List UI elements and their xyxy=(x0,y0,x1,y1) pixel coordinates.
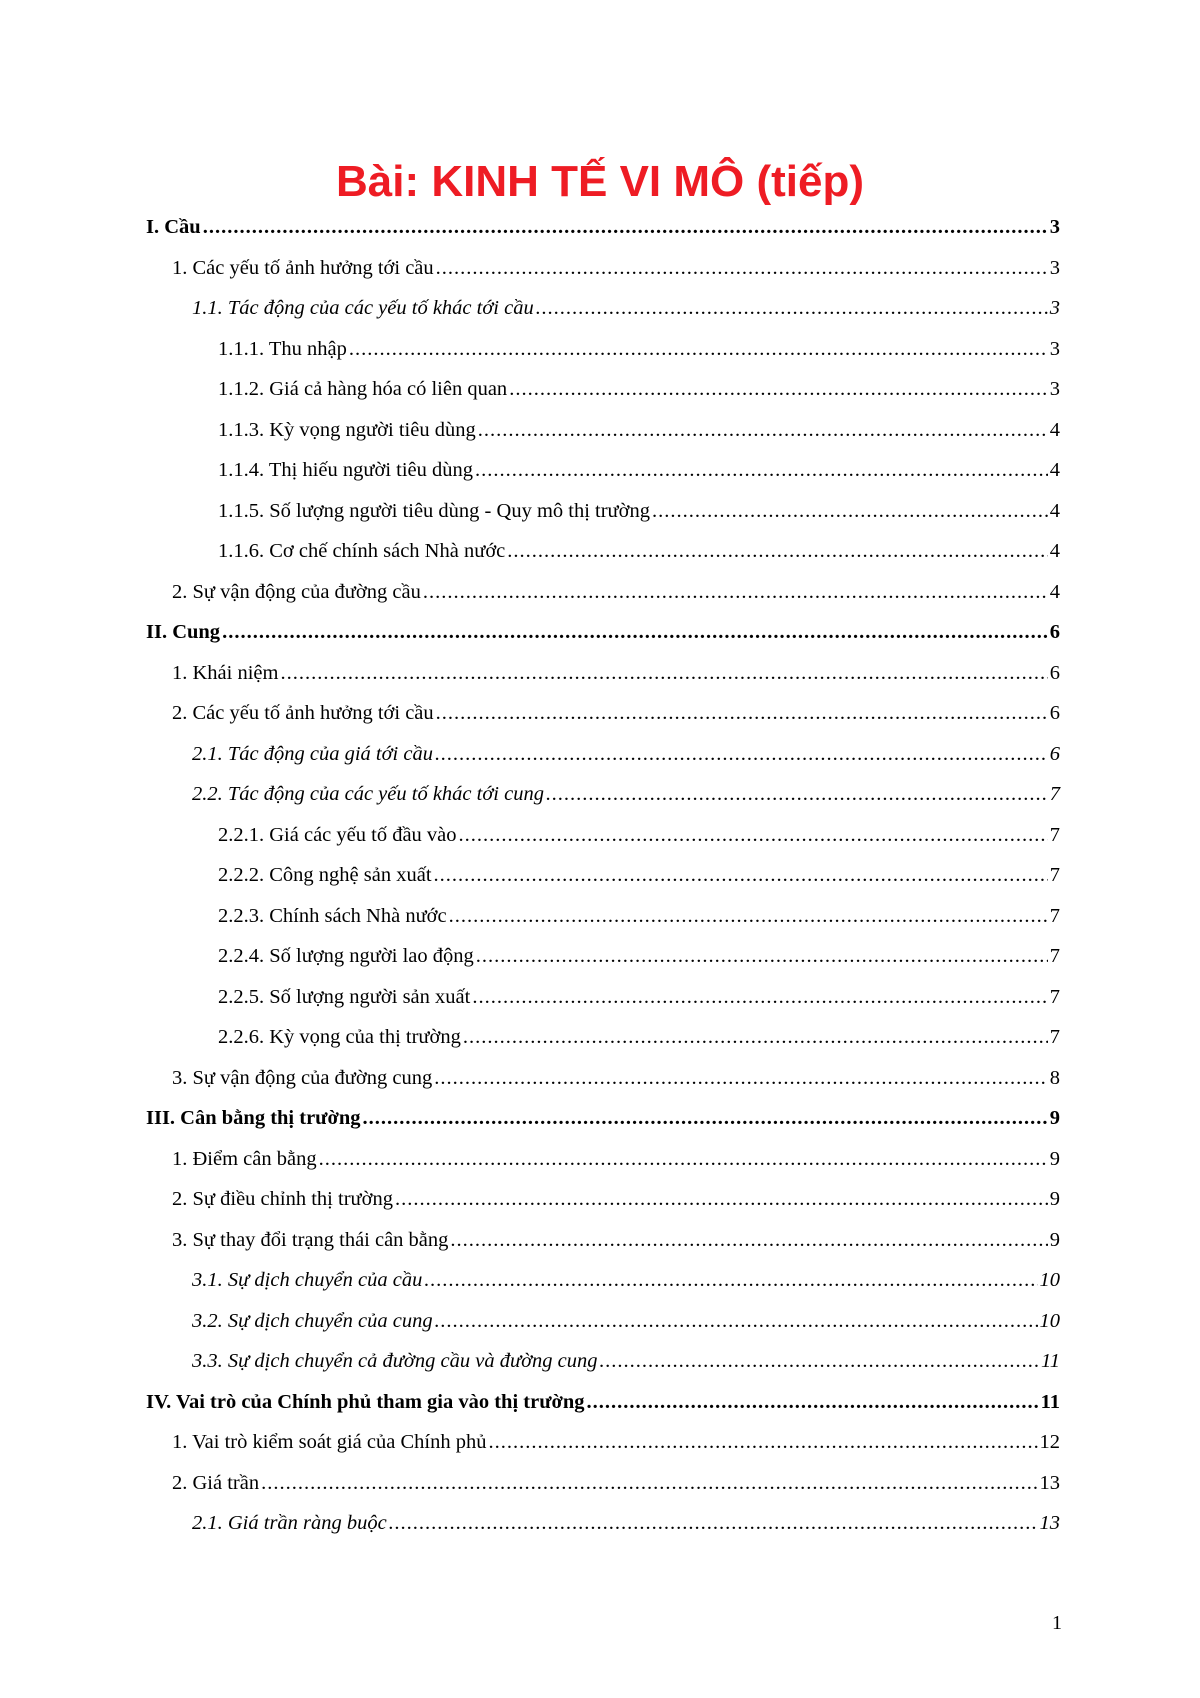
dot-leader xyxy=(546,783,1048,804)
toc-entry-label: 2.2.2. Công nghệ sản xuất xyxy=(218,864,432,886)
toc-entry[interactable] xyxy=(146,257,1060,298)
toc-entry[interactable] xyxy=(146,1431,1060,1472)
toc-entry-page: 9 xyxy=(1049,1107,1060,1129)
toc-entry[interactable] xyxy=(146,702,1060,743)
toc-entry-label: 2.2.4. Số lượng người lao động xyxy=(218,945,474,967)
toc-entry-label: 2.2.1. Giá các yếu tố đầu vào xyxy=(218,823,457,846)
toc-entry-page: 3 xyxy=(1049,297,1060,319)
dot-leader xyxy=(203,216,1048,237)
toc-entry-label: 3. Sự vận động của đường cung xyxy=(172,1066,433,1089)
toc-entry[interactable] xyxy=(146,743,1060,784)
toc-entry-label: 3.2. Sự dịch chuyển của cung xyxy=(192,1309,433,1332)
toc-entry-label: 1.1.6. Cơ chế chính sách Nhà nước xyxy=(218,540,506,562)
toc-entry-label: 2.1. Tác động của giá tới cầu xyxy=(192,742,433,765)
toc-entry[interactable] xyxy=(146,297,1060,338)
toc-entry[interactable] xyxy=(146,581,1060,622)
dot-leader xyxy=(222,621,1048,642)
toc-entry[interactable] xyxy=(146,540,1060,581)
toc-entry-page: 6 xyxy=(1049,661,1060,684)
toc-entry[interactable] xyxy=(146,1512,1060,1553)
toc-entry[interactable] xyxy=(146,1472,1060,1513)
dot-leader xyxy=(450,1229,1047,1250)
toc-entry[interactable] xyxy=(146,905,1060,946)
toc-entry[interactable] xyxy=(146,864,1060,905)
toc-entry[interactable] xyxy=(146,1269,1060,1310)
toc-entry-label: 2. Sự vận động của đường cầu xyxy=(172,580,421,603)
toc-entry[interactable] xyxy=(146,216,1060,257)
toc-entry-page: 3 xyxy=(1049,256,1060,279)
dot-leader xyxy=(423,581,1048,602)
dot-leader xyxy=(389,1512,1038,1533)
dot-leader xyxy=(509,378,1048,399)
toc-entry[interactable] xyxy=(146,1229,1060,1270)
toc-entry-label: III. Cân bằng thị trường xyxy=(146,1107,361,1129)
dot-leader xyxy=(362,1107,1047,1128)
dot-leader xyxy=(435,1310,1038,1331)
toc-entry-page: 4 xyxy=(1049,540,1060,562)
toc-entry-label: 2. Sự điều chỉnh thị trường xyxy=(172,1188,393,1210)
toc-entry-page: 6 xyxy=(1049,742,1060,765)
toc-entry-label: 2. Các yếu tố ảnh hưởng tới cầu xyxy=(172,702,434,724)
toc-entry[interactable] xyxy=(146,783,1060,824)
toc-entry-label: 2.2.3. Chính sách Nhà nước xyxy=(218,904,447,927)
toc-entry-page: 6 xyxy=(1049,621,1060,643)
toc-entry[interactable] xyxy=(146,1188,1060,1229)
dot-leader xyxy=(600,1350,1039,1371)
toc-entry-page: 9 xyxy=(1049,1228,1060,1251)
toc-entry[interactable] xyxy=(146,621,1060,662)
dot-leader xyxy=(475,459,1048,480)
toc-entry[interactable] xyxy=(146,378,1060,419)
toc-entry-page: 13 xyxy=(1039,1512,1060,1534)
toc-entry-page: 11 xyxy=(1041,1350,1060,1372)
toc-entry-page: 13 xyxy=(1039,1471,1060,1494)
dot-leader xyxy=(478,419,1048,440)
toc-entry-page: 10 xyxy=(1039,1309,1060,1332)
dot-leader xyxy=(280,662,1047,683)
toc-entry-label: 1.1. Tác động của các yếu tố khác tới cầu xyxy=(192,297,534,319)
dot-leader xyxy=(587,1391,1039,1412)
dot-leader xyxy=(507,540,1047,561)
dot-leader xyxy=(435,743,1048,764)
toc-entry-label: I. Cầu xyxy=(146,216,201,238)
toc-entry[interactable] xyxy=(146,1310,1060,1351)
dot-leader xyxy=(261,1472,1037,1493)
toc-entry[interactable] xyxy=(146,1350,1060,1391)
toc-entry-label: 1. Khái niệm xyxy=(172,661,279,684)
toc-entry[interactable] xyxy=(146,945,1060,986)
toc-entry-page: 3 xyxy=(1049,337,1060,360)
dot-leader xyxy=(436,702,1048,723)
toc-entry[interactable] xyxy=(146,824,1060,865)
toc-entry-label: 3. Sự thay đổi trạng thái cân bằng xyxy=(172,1228,449,1251)
dot-leader xyxy=(463,1026,1048,1047)
dot-leader xyxy=(434,1067,1048,1088)
toc-entry[interactable] xyxy=(146,1107,1060,1148)
toc-entry-page: 9 xyxy=(1049,1147,1060,1170)
toc-entry-page: 9 xyxy=(1049,1188,1060,1210)
toc-entry[interactable] xyxy=(146,1148,1060,1189)
page-number: 1 xyxy=(1052,1612,1062,1634)
toc-entry-label: 1. Các yếu tố ảnh hưởng tới cầu xyxy=(172,256,434,279)
toc-entry-label: 1. Vai trò kiểm soát giá của Chính phủ xyxy=(172,1431,487,1453)
dot-leader xyxy=(449,905,1048,926)
toc-entry-page: 12 xyxy=(1039,1431,1060,1453)
toc-entry-label: 2. Giá trần xyxy=(172,1471,260,1494)
toc-entry[interactable] xyxy=(146,419,1060,460)
toc-entry-page: 7 xyxy=(1049,904,1060,927)
toc-entry[interactable] xyxy=(146,986,1060,1027)
toc-entry-page: 4 xyxy=(1049,499,1060,522)
toc-entry-page: 4 xyxy=(1049,459,1060,481)
toc-entry-page: 7 xyxy=(1049,823,1060,846)
toc-entry[interactable] xyxy=(146,500,1060,541)
toc-entry-page: 7 xyxy=(1049,985,1060,1008)
dot-leader xyxy=(459,824,1048,845)
toc-entry-page: 7 xyxy=(1049,945,1060,967)
dot-leader xyxy=(349,338,1048,359)
toc-entry-label: 1.1.2. Giá cả hàng hóa có liên quan xyxy=(218,378,508,400)
dot-leader xyxy=(424,1269,1037,1290)
toc-entry[interactable] xyxy=(146,1026,1060,1067)
dot-leader xyxy=(436,257,1048,278)
toc-entry-page: 7 xyxy=(1049,1026,1060,1048)
dot-leader xyxy=(536,297,1048,318)
toc-entry-label: 2.2.6. Kỳ vọng của thị trường xyxy=(218,1026,461,1048)
toc-entry-label: 1.1.1. Thu nhập xyxy=(218,337,347,360)
toc-entry-page: 6 xyxy=(1049,702,1060,724)
toc-entry-page: 3 xyxy=(1049,216,1060,238)
toc-entry-label: 1. Điểm cân bằng xyxy=(172,1147,317,1170)
table-of-contents xyxy=(146,216,1060,1553)
toc-entry-page: 8 xyxy=(1049,1066,1060,1089)
toc-entry-page: 4 xyxy=(1049,580,1060,603)
toc-entry-label: 2.2. Tác động của các yếu tố khác tới cung xyxy=(192,783,544,805)
toc-entry-page: 11 xyxy=(1040,1390,1060,1413)
toc-entry[interactable] xyxy=(146,1391,1060,1432)
toc-entry-page: 10 xyxy=(1039,1269,1060,1291)
toc-entry-label: IV. Vai trò của Chính phủ tham gia vào thị trường xyxy=(146,1390,585,1413)
toc-entry-label: II. Cung xyxy=(146,621,221,643)
dot-leader xyxy=(476,945,1048,966)
toc-entry-page: 4 xyxy=(1049,418,1060,441)
toc-entry-page: 7 xyxy=(1049,783,1060,805)
dot-leader xyxy=(652,500,1048,521)
dot-leader xyxy=(472,986,1047,1007)
toc-entry-label: 2.2.5. Số lượng người sản xuất xyxy=(218,985,471,1008)
toc-entry[interactable] xyxy=(146,459,1060,500)
toc-entry[interactable] xyxy=(146,338,1060,379)
toc-entry-label: 3.1. Sự dịch chuyển của cầu xyxy=(192,1269,423,1291)
dot-leader xyxy=(488,1431,1037,1452)
toc-entry-page: 3 xyxy=(1049,378,1060,400)
toc-entry-page: 7 xyxy=(1049,864,1060,886)
toc-entry[interactable] xyxy=(146,662,1060,703)
toc-entry-label: 1.1.3. Kỳ vọng người tiêu dùng xyxy=(218,418,476,441)
toc-entry-label: 1.1.4. Thị hiếu người tiêu dùng xyxy=(218,459,474,481)
toc-entry[interactable] xyxy=(146,1067,1060,1108)
document-title: Bài: KINH TẾ VI MÔ (tiếp) xyxy=(336,157,864,206)
dot-leader xyxy=(395,1188,1048,1209)
toc-entry-label: 3.3. Sự dịch chuyển cả đường cầu và đường cung xyxy=(192,1350,598,1372)
toc-entry-label: 2.1. Giá trần ràng buộc xyxy=(192,1512,387,1534)
dot-leader xyxy=(319,1148,1048,1169)
dot-leader xyxy=(434,864,1048,885)
toc-entry-label: 1.1.5. Số lượng người tiêu dùng - Quy mô thị trường xyxy=(218,499,651,522)
